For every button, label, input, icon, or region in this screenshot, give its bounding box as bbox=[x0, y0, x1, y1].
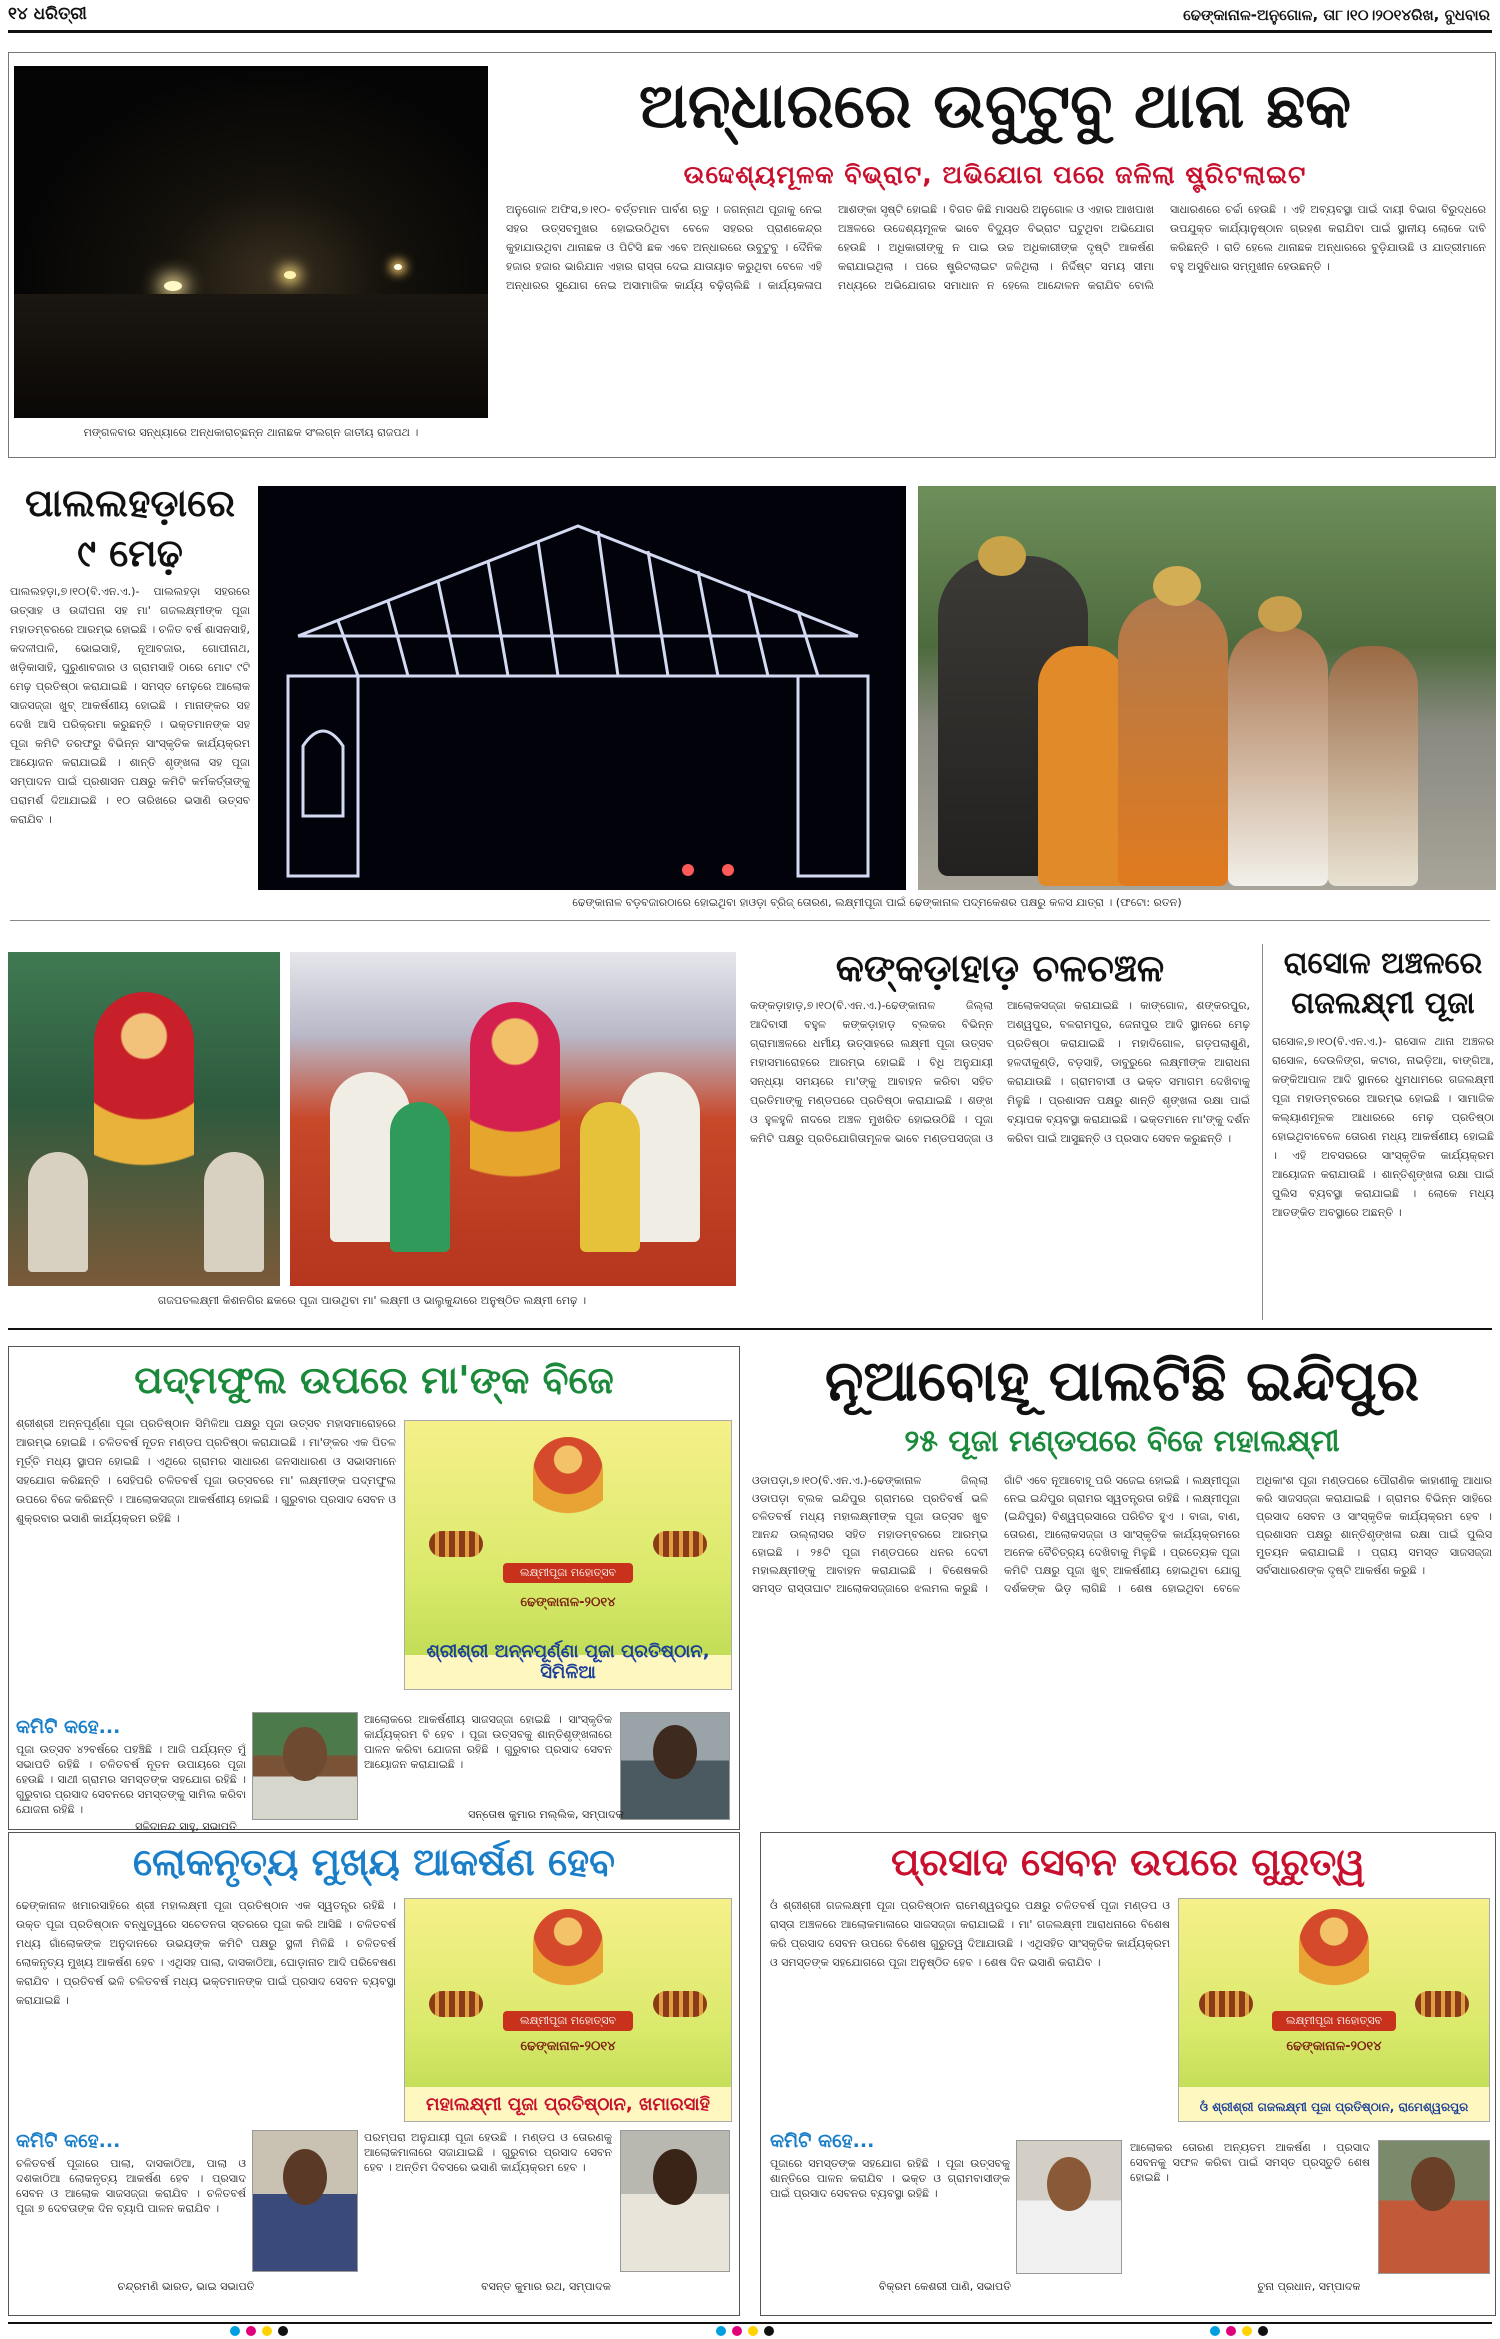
story8-quote2: ଆଲୋକର ତୋରଣ ଅନ୍ୟତମ ଆକର୍ଷଣ । ପ୍ରସାଦ ସେବନକୁ ସଫଳ କରିବା ପାଇଁ ସମସ୍ତ ପ୍ରସ୍ତୁତି ଶେଷ ହୋଇଛି । bbox=[1130, 2141, 1370, 2184]
story7-headline: ଲୋକନୃତ୍ୟ ମୁଖ୍ୟ ଆକର୍ଷଣ ହେବ bbox=[132, 1840, 616, 1884]
print-registration-marks bbox=[230, 2326, 288, 2336]
story5-committee-title: କମିଟି କହେ... bbox=[16, 1716, 121, 1738]
story7-puja-poster bbox=[404, 1898, 732, 2122]
story5-person2: ସନ୍ତୋଷ କୁମାର ମଲ୍ଲିକ, ସମ୍ପାଦକ bbox=[468, 1808, 624, 1821]
story7-person1: ଚନ୍ଦ୍ରମଣି ଭାରତ, ଭାଇ ସଭାପତି bbox=[117, 2280, 255, 2293]
committee-secretary-photo bbox=[620, 2130, 730, 2272]
gajalakshmi-idol-photo-1 bbox=[8, 952, 280, 1286]
kalash-procession-photo bbox=[918, 486, 1496, 890]
story1-body: ଅନୁଗୋଳ ଅଫିସ,୭।୧୦- ବର୍ତ୍ତମାନ ପାର୍ବଣ ଋତୁ । ଜଗନ୍ନାଥ ପୂଜାକୁ ନେଇ ସହର ଉତ୍ସବମୁଖର ହୋଇଉଠିଥିବା ବେଳେ ସହରର ପ୍ରାଣକେନ୍ଦ୍ର କୁହାଯାଉଥିବା ଥାନାଛକ ଓ ପିଟିସି ଛକ ଏବେ ଅନ୍ଧାରରେ ଉବୁଟୁବୁ । ଦୈନିକ ହଜାର ହଜାର ଭାରିଯାନ ଏହାର ରାସ୍ତା ଦେଇ ଯାତାୟାତ କରୁଥିବା ବେଳେ ଏହି ଅନ୍ଧାରର ସୁଯୋଗ ନେଇ ଅସାମାଜିକ କାର୍ଯ୍ୟ ବଢ଼ିଚାଲିଛି । କାର୍ଯ୍ୟକଳାପ ଆଶଙ୍କା ସୃଷ୍ଟି ହୋଇଛି । ବିଗତ କିଛି ମାସଧରି ଅନୁଗୋଳ ଓ ଏହାର ଆଖପାଖ ଅଞ୍ଚଳରେ ଉଦ୍ଦେଶ୍ୟମୂଳକ ଭାବେ ବିଦ୍ୟୁତ ବିଭ୍ରାଟ ଘଟୁଥିବା ଅଭିଯୋଗ ହେଉଛି । ଅଧିକାରୀଙ୍କୁ ନ ପାଇ ଉଚ୍ଚ ଅଧିକାରୀଙ୍କ ଦୃଷ୍ଟି ଆକର୍ଷଣ କରାଯାଇଥିଲା । ପରେ ଷ୍ଟ୍ରିଟଲାଇଟ ଜଳିଥିଲା । ନିର୍ଦ୍ଦିଷ୍ଟ ସମୟ ସୀମା ମଧ୍ୟରେ ଅଭିଯୋଗର ସମାଧାନ ନ ହେଲେ ଆନ୍ଦୋଳନ କରାଯିବ ବୋଲି ସାଧାରଣରେ ଚର୍ଚ୍ଚା ହେଉଛି । ଏହି ଅବ୍ୟବସ୍ଥା ପାଇଁ ଦାୟୀ ବିଭାଗ ବିରୁଦ୍ଧରେ ଉପଯୁକ୍ତ କାର୍ଯ୍ୟାନୁଷ୍ଠାନ ଗ୍ରହଣ କରାଯିବା ପାଇଁ ସ୍ଥାନୀୟ ଲୋକେ ଦାବି କରିଛନ୍ତି । ରାତି ହେଲେ ଥାନାଛକ ଅନ୍ଧାରରେ ବୁଡ଼ିଯାଉଛି ଓ ଯାତ୍ରୀମାନେ ବହୁ ଅସୁବିଧାର ସମ୍ମୁଖୀନ ହେଉଛନ୍ତି । bbox=[506, 203, 1486, 292]
story6-subheadline: ୨୫ ପୂଜା ମଣ୍ଡପରେ ବିଜେ ମହାଲକ୍ଷ୍ମୀ bbox=[904, 1424, 1340, 1459]
story3-photo-caption: ଗଜପତଲକ୍ଷ୍ମୀ କିଶନଗିର ଛକରେ ପୂଜା ପାଉଥିବା ମା' ଲକ୍ଷ୍ମୀ ଓ ଭାଲୁକୁନ୍ଦାରେ ଅନୁଷ୍ଠିତ ଲକ୍ଷ୍ମୀ ମେଢ଼ । bbox=[157, 1294, 587, 1307]
drum-icon bbox=[1415, 1991, 1469, 2017]
committee-president-photo bbox=[252, 1712, 358, 1820]
story1-headline: ଅନ୍ଧାରରେ ଉବୁଟୁବୁ ଥାନା ଛକ bbox=[638, 69, 1352, 142]
goddess-illustration bbox=[1299, 1909, 1369, 1999]
story7-quote2: ପରମ୍ପରା ଅନୁଯାୟୀ ପୂଜା ହେଉଛି । ମଣ୍ଡପ ଓ ତୋରଣକୁ ଆଲୋକମାଳାରେ ସଜାଯାଇଛି । ଗୁରୁବାର ପ୍ରସାଦ ସେବନ ହେବ । ଅନ୍ତିମ ଦିବସରେ ଭସାଣି କାର୍ଯ୍ୟକ୍ରମ ହେବ । bbox=[364, 2131, 612, 2174]
header-rule bbox=[8, 30, 1492, 33]
page-number-label: ୧୪ ଧରିତ୍ରୀ bbox=[8, 4, 87, 24]
story5-quote2: ଆଲୋକରେ ଆକର୍ଷଣୀୟ ସାଜସଜ୍ଜା ହୋଇଛି । ସାଂସ୍କୃତିକ କାର୍ଯ୍ୟକ୍ରମ ବି ହେବ । ପୂଜା ଉତ୍ସବକୁ ଶାନ୍ତିଶୃଙ୍ଖଳାରେ ପାଳନ କରିବା ଯୋଜନା ରହିଛି । ଗୁରୁବାର ପ୍ରସାଦ ସେବନ ଆୟୋଜନ କରାଯାଇଛି । bbox=[364, 1713, 612, 1771]
footer-rule bbox=[8, 2322, 1492, 2324]
poster-year: ଢେଙ୍କାନାଳ-୨୦୧୪ bbox=[1286, 2039, 1382, 2054]
story5-body: ଶ୍ରୀଶ୍ରୀ ଅନ୍ନପୂର୍ଣ୍ଣା ପୂଜା ପ୍ରତିଷ୍ଠାନ ସିମିଳିଆ ପକ୍ଷରୁ ପୂଜା ଉତ୍ସବ ମହାସମାରୋହରେ ଆରମ୍ଭ ହୋଇଛି । ଚଳିତବର୍ଷ ନୂତନ ମଣ୍ଡପ ପ୍ରତିଷ୍ଠା କରାଯାଇଛି । ମା'ଙ୍କର ଏକ ପିତଳ ମୂର୍ତ୍ତି ମଧ୍ୟ ସ୍ଥାପନ ହୋଇଛି । ଏଥିରେ ଗ୍ରାମର ସାଧାରଣ ଜନସାଧାରଣ ଓ ସଭାସମାନେ ସହଯୋଗ କରିଛନ୍ତି । ସେହିପରି ଚଳିତବର୍ଷ ପୂଜା ଉତ୍ସବରେ ମା' ଲକ୍ଷ୍ମୀଙ୍କ ପଦ୍ମଫୁଲ ଉପରେ ବିଜେ କରିଛନ୍ତି । ଆଲୋକସଜ୍ଜା ଆକର୍ଷଣୀୟ ହୋଇଛି । ଗୁରୁବାର ପ୍ରସାଦ ସେବନ ଓ ଶୁକ୍ରବାର ଭସାଣି କାର୍ଯ୍ୟକ୍ରମ ରହିଛି । bbox=[16, 1417, 396, 1525]
gajalakshmi-idol-photo-2 bbox=[290, 952, 736, 1286]
story8-committee-title: କମିଟି କହେ... bbox=[770, 2130, 875, 2152]
story7-quote1: ଚଳିତବର୍ଷ ପୂଜାରେ ପାଲା, ଦାସକାଠିଆ, ପାଲା ଓ ଦଶକାଠିଆ ଲୋକନୃତ୍ୟ ଆକର୍ଷଣ ହେବ । ପ୍ରସାଦ ସେବନ ଓ ଆଲୋକ ସାଜସଜ୍ଜା କରାଯିବ । ଚଳିତବର୍ଷ ପୂଜା ୭ ଦେବତାଙ୍କ ଦିନ ବ୍ୟାପି ପାଳନ କରାଯିବ । bbox=[16, 2157, 246, 2215]
committee-secretary-photo bbox=[620, 1712, 730, 1820]
lower-rule bbox=[8, 1328, 1492, 1330]
middle-photo-caption: ଢେଙ୍କାନାଳ ବଡ଼ବଜାରଠାରେ ହୋଇଥିବା ହାଓଡ଼ା ବ୍ରିଜ୍ ତୋରଣ, ଲକ୍ଷ୍ମୀପୂଜା ପାଇଁ ଢେଙ୍କାନାଳ ପଦ୍ମକେଶର ପକ୍ଷରୁ କଳସ ଯାତ୍ରା । (ଫଟୋ: ରତନ) bbox=[572, 896, 1182, 909]
poster-organization-label: ମହାଲକ୍ଷ୍ମୀ ପୂଜା ପ୍ରତିଷ୍ଠାନ, ଖମାରସାହି bbox=[425, 2094, 711, 2115]
story7-person2: ବସନ୍ତ କୁମାର ରଥ, ସମ୍ପାଦକ bbox=[481, 2280, 611, 2293]
story4-headline: ରାସୋଳ ଅଞ୍ଚଳରେ ଗଜଲକ୍ଷ୍ମୀ ପୂଜା bbox=[1283, 946, 1483, 1021]
print-registration-marks bbox=[716, 2326, 774, 2336]
story2-body: ପାଲଲହଡ଼ା,୭।୧୦(ବି.ଏନ.ଏ.)- ପାଲଲହଡ଼ା ସହରରେ ଉତ୍ସାହ ଓ ଉଦ୍ଦୀପନା ସହ ମା' ଗଜଲକ୍ଷ୍ମୀଙ୍କ ପୂଜା ମହାଡମ୍ବରରେ ଆରମ୍ଭ ହୋଇଛି । ଚଳିତ ବର୍ଷ ଶାସନସାହି, କଦଳୀପାଳି, ଭୋଇସାହି, ନୂଆବଜାର, ଗୋପୀନାଥ, ଖଡ଼ିକାସାହି, ପୁରୁଣାବଜାର ଓ ଗ୍ରାମସାହି ଠାରେ ମୋଟ ୯ଟି ମେଢ଼ ପ୍ରତିଷ୍ଠା କରାଯାଇଛି । ସମସ୍ତ ମେଢ଼ରେ ଆଲୋକ ସାଜସଜ୍ଜା ଖୁବ୍ ଆକର୍ଷଣୀୟ ହୋଇଛି । ମାନାଙ୍କର ସହ ଦେଖି ଆସି ପରିକ୍ରମା କରୁଛନ୍ତି । ଭକ୍ତମାନଙ୍କ ସହ ପୂଜା କମିଟି ତରଫରୁ ବିଭିନ୍ନ ସାଂସ୍କୃତିକ କାର୍ଯ୍ୟକ୍ରମ ଆୟୋଜନ କରାଯାଇଛି । ଶାନ୍ତି ଶୃଙ୍ଖଳା ସହ ପୂଜା ସମ୍ପାଦନ ପାଇଁ ପ୍ରଶାସନ ପକ୍ଷରୁ କମିଟି କର୍ମକର୍ତ୍ତାଙ୍କୁ ପରାମର୍ଶ ଦିଆଯାଇଛି । ୧୦ ତାରିଖରେ ଭସାଣି ଉତ୍ସବ କରାଯିବ । bbox=[10, 585, 250, 826]
story6-headline: ନୂଆବୋହୂ ପାଲଟିଛି ଇନ୍ଦିପୁର bbox=[824, 1349, 1420, 1414]
story5-headline: ପଦ୍ମଫୁଲ ଉପରେ ମା'ଙ୍କ ବିଜେ bbox=[134, 1358, 614, 1402]
committee-president-photo bbox=[1016, 2140, 1122, 2274]
story8-body: ଓଁ ଶ୍ରୀଶ୍ରୀ ଗଜଲକ୍ଷ୍ମୀ ପୂଜା ପ୍ରତିଷ୍ଠାନ ରାମେଶ୍ୱରପୁର ପକ୍ଷରୁ ଚଳିତବର୍ଷ ପୂଜା ମଣ୍ଡପ ଓ ରାସ୍ତା ଅଞ୍ଚଳରେ ଆଲୋକମାଳାରେ ସାଜସଜ୍ଜା କରାଯାଇଛି । ମା' ଗଜଲକ୍ଷ୍ମୀ ଆରାଧନାରେ ବିଶେଷ କରି ପ୍ରସାଦ ସେବନ ଉପରେ ବିଶେଷ ଗୁରୁତ୍ୱ ଦିଆଯାଉଛି । ଏଥିସହିତ ସାଂସ୍କୃତିକ କାର୍ଯ୍ୟକ୍ରମ ଓ ସମସ୍ତଙ୍କ ସହଯୋଗରେ ପୂଜା ଅନୁଷ୍ଠିତ ହେବ । ଶେଷ ଦିନ ଭସାଣି କରାଯିବ । bbox=[770, 1899, 1170, 1969]
story3-headline: କଙ୍କଡ଼ାହାଡ଼ ଚଳଚଞ୍ଚଳ bbox=[835, 946, 1165, 990]
story5-person1: ସଚ୍ଚିଦାନନ୍ଦ ସାହୁ, ସଭାପତି bbox=[135, 1820, 237, 1833]
story8-quote1: ପୂଜାରେ ସମସ୍ତଙ୍କ ସହଯୋଗ ରହିଛି । ପୂଜା ଉତ୍ସବକୁ ଶାନ୍ତିରେ ପାଳନ କରାଯିବ । ଭକ୍ତ ଓ ଗ୍ରାମବାସୀଙ୍କ ପାଇଁ ପ୍ରସାଦ ସେବନର ବ୍ୟବସ୍ଥା ରହିଛି । bbox=[770, 2157, 1010, 2200]
story7-body: ଢେଙ୍କାନାଳ ଖମାରସାହିରେ ଶ୍ରୀ ମହାଲକ୍ଷ୍ମୀ ପୂଜା ପ୍ରତିଷ୍ଠାନ ଏକ ସ୍ୱତନ୍ତ୍ର ରହିଛି । ଉକ୍ତ ପୂଜା ପ୍ରତିଷ୍ଠାନ ବନ୍ଧୁତ୍ୱରେ ସଚେତନତା ସ୍ତରରେ ପୂଜା କରି ଆସିଛି । ଚଳିତବର୍ଷ ମଧ୍ୟ ଗାଁଲୋକଙ୍କ ଅନୁଦାନରେ ଉଭୟଙ୍କ କମିଟି ପକ୍ଷରୁ ସ୍ଥଳୀ ମିଳିଛି । ଚଳିତବର୍ଷ ଲୋକନୃତ୍ୟ ମୁଖ୍ୟ ଆକର୍ଷଣ ହେବ । ଏଥିସହ ପାଲା, ଦାସକାଠିଆ, ଘୋଡ଼ାନାଚ ଆଦି ପରିବେଷଣ କରାଯିବ । ପ୍ରତିବର୍ଷ ଭଳି ଚଳିତବର୍ଷ ମଧ୍ୟ ଭକ୍ତମାନଙ୍କ ପାଇଁ ପ୍ରସାଦ ସେବନ ବ୍ୟବସ୍ଥା କରାଯାଇଛି । bbox=[16, 1899, 396, 2007]
story8-headline: ପ୍ରସାଦ ସେବନ ଉପରେ ଗୁରୁତ୍ୱ bbox=[890, 1840, 1366, 1884]
story8-person2: ଚୁନା ପ୍ରଧାନ, ସମ୍ପାଦକ bbox=[1257, 2280, 1361, 2293]
print-registration-marks bbox=[1210, 2326, 1268, 2336]
story8-person1: ବିକ୍ରମ କେଶରୀ ପାଣି, ସଭାପତି bbox=[878, 2280, 1012, 2293]
poster-organization-label: ଶ୍ରୀଶ୍ରୀ ଅନ୍ନପୂର୍ଣ୍ଣା ପୂଜା ପ୍ରତିଷ୍ଠାନ, ସିମିଳିଆ bbox=[426, 1641, 710, 1683]
story7-committee-title: କମିଟି କହେ... bbox=[16, 2130, 121, 2152]
committee-vice-president-photo bbox=[252, 2130, 358, 2272]
poster-year: ଢେଙ୍କାନାଳ-୨୦୧୪ bbox=[520, 1595, 616, 1610]
poster-year: ଢେଙ୍କାନାଳ-୨୦୧୪ bbox=[520, 2039, 616, 2054]
dark-road-photo bbox=[14, 66, 488, 418]
drum-icon bbox=[429, 1531, 483, 1557]
committee-secretary-photo bbox=[1378, 2140, 1490, 2274]
story5-quote1: ପୂଜା ଉତ୍ସବ ୪୨ବର୍ଷରେ ପହଞ୍ଚିଛି । ଆଜି ପର୍ଯ୍ୟନ୍ତ ମୁଁ ସଭାପତି ରହିଛି । ଚଳିତବର୍ଷ ନୂତନ ଉପାୟରେ ପୂଜା ହେଉଛି । ସାଥୀ ଗ୍ରାମର ସମସ୍ତଙ୍କ ସହଯୋଗ ରହିଛି । ଗୁରୁବାର ପ୍ରସାଦ ସେବନରେ ସମସ୍ତଙ୍କୁ ସାମିଲ କରିବା ଯୋଜନା ରହିଛି । bbox=[16, 1743, 246, 1816]
story2-headline: ପାଲଲହଡ଼ାରେ ୯ ମେଢ଼ bbox=[24, 481, 236, 575]
story6-body: ଓଡାପଡ଼ା,୭।୧୦(ବି.ଏନ.ଏ.)-ଢେଙ୍କାନାଳ ଜିଲ୍ଲା ଓଡାପଡ଼ା ବ୍ଲକ ଇନ୍ଦିପୁର ଗ୍ରାମରେ ପ୍ରତିବର୍ଷ ଭଳି ଚଳିତବର୍ଷ ମଧ୍ୟ ମହାଲକ୍ଷ୍ମୀଙ୍କ ପୂଜା ଉତ୍ସବ ଖୁବ ଆନନ୍ଦ ଉଲ୍ଲାସର ସହିତ ମହାଡମ୍ବରରେ ଆରମ୍ଭ ହୋଇଛି । ୨୫ଟି ପୂଜା ମଣ୍ଡପରେ ଧନର ଦେବୀ ମହାଲକ୍ଷ୍ମୀଙ୍କୁ ଆବାହନ କରାଯାଇଛି । ବିଶେଷକରି ସମସ୍ତ ରାସ୍ତାଘାଟ ଆଲୋକସଜ୍ଜାରେ ଝଲମଲ କରୁଛି । ଗାଁଟି ଏବେ ନୂଆବୋହୂ ପରି ସଜେଇ ହୋଇଛି । ଲକ୍ଷ୍ମୀପୂଜା ନେଇ ଇନ୍ଦିପୁର ଗ୍ରାମର ସ୍ୱତନ୍ତ୍ରତା ରହିଛି । ଲକ୍ଷ୍ମୀପୂଜା (ଇନ୍ଦିପୁର) ବିଶ୍ୱପ୍ରସାରେ ପରିଚିତ ହୁଏ । ବାଜା, ବାଣ, ତୋରଣ, ଆଲୋକସଜ୍ଜା ଓ ସାଂସ୍କୃତିକ କାର୍ଯ୍ୟକ୍ରମରେ ଅନେକ ବୈଚିତ୍ର୍ୟ ଦେଖିବାକୁ ମିଳୁଛି । ପ୍ରତ୍ୟେକ ପୂଜା କମିଟି ପକ୍ଷରୁ ପୂଜା ଖୁବ୍ ଆକର୍ଷଣୀୟ ହୋଇଥିବା ଯୋଗୁ ଦର୍ଶକଙ୍କ ଭିଡ଼ ଲାଗିଛି । ଶେଷ ହୋଇଥିବା ବେଳେ ଅଧିକାଂଶ ପୂଜା ମଣ୍ଡପରେ ପୌରାଣିକ କାହାଣୀକୁ ଆଧାର କରି ସାଜସଜ୍ଜା କରାଯାଇଛି । ଗ୍ରାମର ବିଭିନ୍ନ ସାହିରେ ପ୍ରସାଦ ସେବନ ଓ ସାଂସ୍କୃତିକ କାର୍ଯ୍ୟକ୍ରମ ହେବ । ପ୍ରଶାସନ ପକ୍ଷରୁ ଶାନ୍ତିଶୃଙ୍ଖଳା ରକ୍ଷା ପାଇଁ ପୁଲିସ ମୁତୟନ କରାଯାଇଛି । ପ୍ରାୟ ସମସ୍ତ ସାଜସଜ୍ଜା ସର୍ବସାଧାରଣଙ୍କ ଦୃଷ୍ଟି ଆକର୍ଷଣ କରୁଛି । bbox=[752, 1474, 1492, 1595]
goddess-illustration bbox=[533, 1437, 603, 1527]
drum-icon bbox=[1199, 1991, 1253, 2017]
drum-icon bbox=[653, 1531, 707, 1557]
poster-banner: ଲକ୍ଷ୍ମୀପୂଜା ମହୋତ୍ସବ bbox=[1272, 2011, 1396, 2031]
story8-puja-poster bbox=[1178, 1898, 1490, 2122]
story4-divider bbox=[1262, 944, 1263, 1320]
story1-photo-caption: ମଙ୍ଗଳବାର ସନ୍ଧ୍ୟାରେ ଅନ୍ଧକାରାଚ୍ଛନ୍ନ ଥାନାଛକ ସଂଲଗ୍ନ ଜାତୀୟ ରାଜପଥ । bbox=[83, 426, 419, 439]
story5-puja-poster bbox=[404, 1420, 732, 1690]
story3-body: କଙ୍କଡ଼ାହାଡ଼,୭।୧୦(ବି.ଏନ.ଏ.)-ଢେଙ୍କାନାଳ ଜିଲ୍ଲା ଆଦିବାସୀ ବହୁଳ କଙ୍କଡ଼ାହାଡ଼ ବ୍ଲକର ବିଭିନ୍ନ ଗ୍ରାମାଞ୍ଚଳରେ ଧର୍ମୀୟ ଉତ୍ସାହରେ ଲକ୍ଷ୍ମୀ ପୂଜା ଉତ୍ସବ ମହାସମାରୋହରେ ଆରମ୍ଭ ହୋଇଛି । ବିଧି ଅନୁଯାୟୀ ସନ୍ଧ୍ୟା ସମୟରେ ମା'ଙ୍କୁ ଆବାହନ କରିବା ସହିତ ପ୍ରତିମାଙ୍କୁ ମଣ୍ଡପରେ ପ୍ରତିଷ୍ଠା କରାଯାଇଛି । ଶଙ୍ଖ ଓ ହୁଳହୁଳି ନାଦରେ ଅଞ୍ଚଳ ମୁଖରିତ ହୋଇଉଠିଛି । ପୂଜା କମିଟି ପକ୍ଷରୁ ପ୍ରତିଯୋଗିତାମୂଳକ ଭାବେ ମଣ୍ଡପସଜ୍ଜା ଓ ଆଲୋକସଜ୍ଜା କରାଯାଇଛି । କାଙ୍ଗୋଳ, ଶଙ୍କରପୁର, ଅଶ୍ୱପୁର, ବଳରାମପୁର, ଜେନାପୁର ଆଦି ସ୍ଥାନରେ ମେଢ଼ ପ୍ରତିଷ୍ଠା କରାଯାଇଛି । ମହାଦିଗୋଳ, ଗଡ଼ପଲାଶୁଣି, ହଳଦୀକୁଣ୍ଡି, ବଡ଼ସାହି, ଡାବୁରୁରେ ଲକ୍ଷ୍ମୀଙ୍କ ଆରାଧନା କରାଯାଉଛି । ଗ୍ରାମବାସୀ ଓ ଭକ୍ତ ସମାଗମ ଦେଖିବାକୁ ମିଳୁଛି । ପ୍ରଶାସନ ପକ୍ଷରୁ ଶାନ୍ତି ଶୃଙ୍ଖଳା ରକ୍ଷା ପାଇଁ ବ୍ୟାପକ ବ୍ୟବସ୍ଥା କରାଯାଇଛି । ଭକ୍ତମାନେ ମା'ଙ୍କୁ ଦର୍ଶନ କରିବା ପାଇଁ ଆସୁଛନ୍ତି ଓ ପ୍ରସାଦ ସେବନ କରୁଛନ୍ତି । bbox=[750, 999, 1250, 1145]
edition-info: ଢେଙ୍କାନାଳ-ଅନୁଗୋଳ, ତା୮।୧୦।୨୦୧୪ରିଖ, ବୁଧବାର bbox=[1183, 6, 1490, 24]
howrah-bridge-gate-photo bbox=[258, 486, 906, 890]
goddess-illustration bbox=[533, 1909, 603, 1999]
poster-organization-label: ଓଁ ଶ୍ରୀଶ୍ରୀ ଗଜଲକ୍ଷ୍ମୀ ପୂଜା ପ୍ରତିଷ୍ଠାନ, ରାମେଶ୍ୱରପୁର bbox=[1199, 2100, 1469, 2114]
drum-icon bbox=[653, 1991, 707, 2017]
poster-banner: ଲକ୍ଷ୍ମୀପୂଜା ମହୋତ୍ସବ bbox=[503, 1563, 633, 1583]
story4-body: ରାସୋଳ,୭।୧୦(ବି.ଏନ.ଏ.)- ରାସୋଳ ଥାନା ଅଞ୍ଚଳର ରାସୋଳ, ଦେଉଳିଙ୍ଗ, କଟାର, ନାଭଡ଼ିଆ, ବାଙ୍ଗିଆ, କଙ୍କିଆପାଳ ଆଦି ସ୍ଥାନରେ ଧୁମଧାମରେ ଗଜଲକ୍ଷ୍ମୀ ପୂଜା ମହାଡମ୍ବରରେ ଆରମ୍ଭ ହୋଇଛି । ସାମାଜିକ କଲ୍ୟାଣମୂଳକ ଆଧାରରେ ମେଢ଼ ପ୍ରତିଷ୍ଠା ହୋଇଥିବାବେଳେ ତୋରଣ ମଧ୍ୟ ଆକର୍ଷଣୀୟ ହୋଇଛି । ଏହି ଅବସରରେ ସାଂସ୍କୃତିକ କାର୍ଯ୍ୟକ୍ରମ ଆୟୋଜନ କରାଯାଉଛି । ଶାନ୍ତିଶୃଙ୍ଖଳା ରକ୍ଷା ପାଇଁ ପୁଲିସ ବ୍ୟବସ୍ଥା କରାଯାଇଛି । ଲୋକେ ମଧ୍ୟ ଆତଙ୍କିତ ଅବସ୍ଥାରେ ଅଛନ୍ତି । bbox=[1272, 1035, 1494, 1219]
poster-banner: ଲକ୍ଷ୍ମୀପୂଜା ମହୋତ୍ସବ bbox=[503, 2011, 633, 2031]
middle-rule bbox=[10, 920, 1490, 921]
story1-subheadline: ଉଦ୍ଦେଶ୍ୟମୂଳକ ବିଭ୍ରାଟ, ଅଭିଯୋଗ ପରେ ଜଳିଲା ଷ୍ଟ୍ରିଟଲାଇଟ bbox=[683, 160, 1307, 189]
drum-icon bbox=[429, 1991, 483, 2017]
